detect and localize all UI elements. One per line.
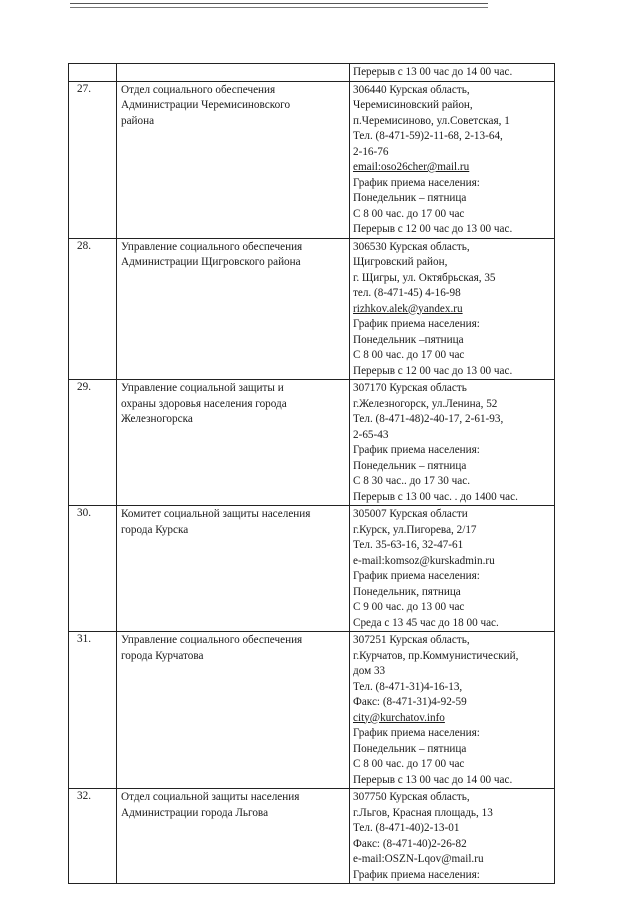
address-line: График приема населения: bbox=[353, 444, 480, 456]
row-number: 31. bbox=[69, 632, 117, 789]
address-line: Черемисиновский район, bbox=[353, 99, 473, 111]
address-line: График приема населения: bbox=[353, 318, 480, 330]
address-line: Перерыв с 12 00 час до 13 00 час. bbox=[353, 223, 513, 235]
row-number: 29. bbox=[69, 380, 117, 506]
organization-cell bbox=[117, 632, 350, 789]
address-line: Тел. (8-471-59)2-11-68, 2-13-64, bbox=[353, 130, 503, 142]
address-line: График приема населения: bbox=[353, 868, 480, 881]
address-line: Щигровский район, bbox=[353, 256, 448, 268]
email-link[interactable]: rizhkov.alek@yandex.ru bbox=[353, 302, 463, 315]
address-line: Перерыв с 12 00 час до 13 00 час. bbox=[353, 364, 513, 377]
table-row bbox=[69, 81, 555, 238]
address-line: тел. (8-471-45) 4-16-98 bbox=[353, 287, 461, 299]
address-line: г.Железногорск, ул.Ленина, 52 bbox=[353, 397, 498, 410]
address-line: 307750 Курская область, bbox=[353, 791, 470, 803]
row-number: 32. bbox=[69, 789, 117, 884]
address-line: г.Льгов, Красная площадь, 13 bbox=[353, 806, 493, 819]
email-link[interactable]: email:oso26cher@mail.ru bbox=[353, 161, 470, 173]
agency-table bbox=[68, 63, 555, 884]
top-border-line-secondary bbox=[70, 7, 488, 8]
contact-cell bbox=[350, 380, 555, 506]
organization-name: Комитет социальной защиты населения города Курска bbox=[121, 508, 311, 536]
address-line: Факс: (8-471-31)4-92-59 bbox=[353, 696, 467, 708]
address-line: Понедельник –пятница bbox=[353, 333, 464, 346]
address-line: 306530 Курская область, bbox=[353, 240, 470, 253]
contact-cell bbox=[350, 506, 555, 632]
address-line: г. Щигры, ул. Октябрьская, 35 bbox=[353, 271, 496, 284]
address-line: График приема населения: bbox=[353, 727, 480, 739]
table-row bbox=[69, 632, 555, 789]
address-line: Понедельник, пятница bbox=[353, 585, 461, 598]
organization-name: Отдел социального обеспечения Администрации Черемисиновского района bbox=[121, 83, 291, 127]
organization-cell bbox=[117, 238, 350, 380]
address-line: Тел. (8-471-31)4-16-13, bbox=[353, 680, 463, 693]
contact-cell bbox=[350, 238, 555, 380]
continuation-address-cell bbox=[350, 64, 555, 82]
address-line: e-mail:komsoz@kurskadmin.ru bbox=[353, 554, 495, 567]
continuation-row bbox=[69, 64, 555, 82]
address-line: С 8 30 час.. до 17 30 час. bbox=[353, 475, 470, 487]
address-line: 2-16-76 bbox=[353, 145, 389, 158]
address-line: 307170 Курская область bbox=[353, 382, 467, 394]
organization-cell bbox=[117, 789, 350, 884]
row-number: 28. bbox=[69, 238, 117, 380]
row-number: 27. bbox=[69, 81, 117, 238]
address-line: г.Курск, ул.Пигорева, 2/17 bbox=[353, 523, 477, 536]
organization-cell bbox=[117, 81, 350, 238]
address-line: С 8 00 час. до 17 00 час bbox=[353, 349, 465, 361]
address-line: дом 33 bbox=[353, 665, 386, 677]
address-line: Факс: (8-471-40)2-26-82 bbox=[353, 837, 467, 850]
table-row bbox=[69, 238, 555, 380]
agency-table-body bbox=[69, 64, 555, 884]
address-line: Понедельник – пятница bbox=[353, 742, 467, 755]
address-line: 306440 Курская область, bbox=[353, 83, 470, 96]
table-row bbox=[69, 789, 555, 884]
contact-cell bbox=[350, 789, 555, 884]
address-line: График приема населения: bbox=[353, 176, 480, 189]
address-line: С 9 00 час. до 13 00 час bbox=[353, 601, 465, 613]
address-line: Тел. (8-471-48)2-40-17, 2-61-93, bbox=[353, 413, 504, 425]
organization-name: Управление социальной защиты и охраны здоровья населения города Железногорска bbox=[121, 382, 287, 425]
organization-name: Управление социального обеспечения Администрации Щигровского района bbox=[121, 240, 303, 268]
address-line: График приема населения: bbox=[353, 570, 480, 582]
address-line: 2-65-43 bbox=[353, 428, 389, 441]
address-line: Перерыв с 13 00 час. . до 1400 час. bbox=[353, 490, 518, 503]
address-line: С 8 00 час. до 17 00 час bbox=[353, 758, 465, 770]
contact-cell bbox=[350, 81, 555, 238]
email-link[interactable]: city@kurchatov.info bbox=[353, 711, 445, 724]
organization-name: Управление социального обеспечения города Курчатова bbox=[121, 634, 303, 662]
address-line: 307251 Курская область, bbox=[353, 634, 470, 646]
address-line: 305007 Курская области bbox=[353, 508, 468, 520]
organization-cell bbox=[117, 506, 350, 632]
address-line: Тел. (8-471-40)2-13-01 bbox=[353, 822, 460, 834]
address-line: Понедельник – пятница bbox=[353, 459, 467, 472]
organization-name: Отдел социальной защиты населения Администрации города Льгова bbox=[121, 791, 300, 819]
address-line: e-mail:OSZN-Lqov@mail.ru bbox=[353, 853, 484, 865]
top-border-line bbox=[70, 3, 488, 4]
address-line: С 8 00 час. до 17 00 час bbox=[353, 207, 465, 220]
row-number: 30. bbox=[69, 506, 117, 632]
address-line: Понедельник – пятница bbox=[353, 192, 467, 204]
contact-cell bbox=[350, 632, 555, 789]
table-row bbox=[69, 506, 555, 632]
address-line: Перерыв с 13 00 час до 14 00 час. bbox=[353, 66, 513, 78]
address-line: Перерыв с 13 00 час до 14 00 час. bbox=[353, 773, 513, 786]
table-row bbox=[69, 380, 555, 506]
address-line: г.Курчатов, пр.Коммунистический, bbox=[353, 649, 519, 662]
continuation-number-cell bbox=[69, 64, 117, 82]
address-line: Среда с 13 45 час до 18 00 час. bbox=[353, 616, 499, 629]
organization-cell bbox=[117, 380, 350, 506]
continuation-organization-cell bbox=[117, 64, 350, 82]
address-line: п.Черемисиново, ул.Советская, 1 bbox=[353, 114, 510, 127]
address-line: Тел. 35-63-16, 32-47-61 bbox=[353, 539, 464, 551]
